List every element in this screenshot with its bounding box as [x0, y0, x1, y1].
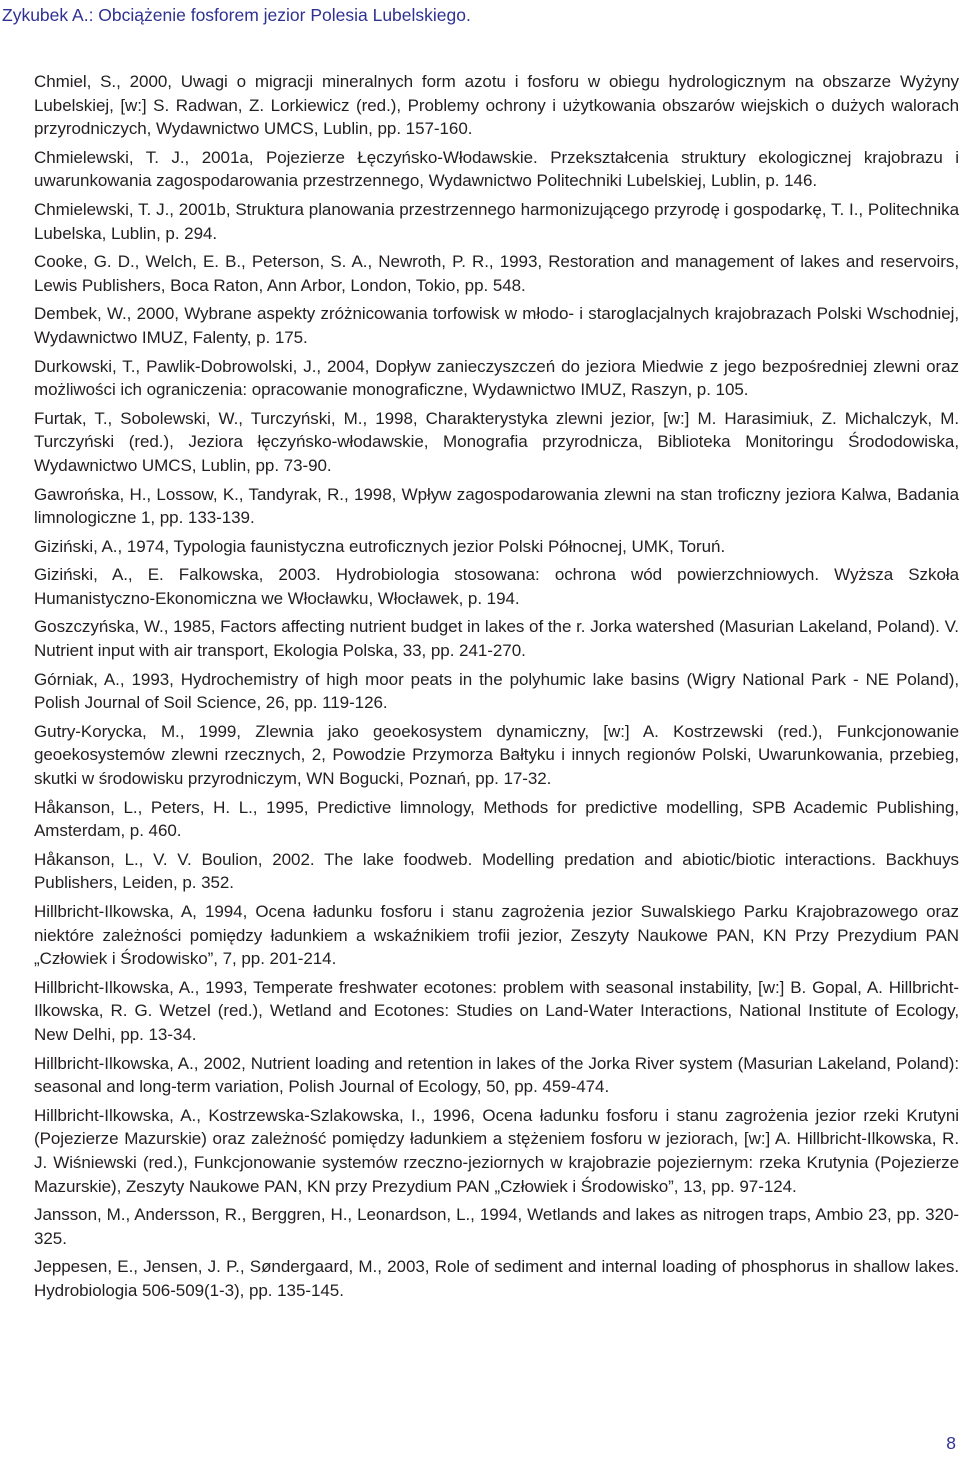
reference-entry: Hillbricht-Ilkowska, A, 1994, Ocena ładunku fosforu i stanu zagrożenia jezior Suwalskiego Parku Krajobrazowego oraz niektóre zależności pomiędzy ładunkiem a wskaźnikiem trofii jezior, Zeszyty Naukowe PAN, KN Przy Prezydium PAN „Człowiek i Środowisko”, 7, pp. 201-214. — [34, 902, 959, 969]
reference-entry: Jeppesen, E., Jensen, J. P., Søndergaard, M., 2003, Role of sediment and internal loading of phosphorus in shallow lakes. Hydrobiologia 506-509(1-3), pp. 135-145. — [34, 1257, 959, 1300]
reference-entry: Goszczyńska, W., 1985, Factors affecting nutrient budget in lakes of the r. Jorka watershed (Masurian Lakeland, Poland). V. Nutrient input with air transport, Ekologia Polska, 33, pp. 241-270. — [34, 617, 959, 661]
reference-entry: Håkanson, L., V. V. Boulion, 2002. The lake foodweb. Modelling predation and abiotic/biotic interactions. Backhuys Publishers, Leiden, p. 352. — [34, 849, 959, 893]
reference-entry: Chmiel, S., 2000, Uwagi o migracji mineralnych form azotu i fosforu w obiegu hydrologicznym na obszarze Wyżyny Lubelskiej, [w:] S. Radwan, Z. Lorkiewicz (red.), Problemy ochrony i użytkowania obszarów wiejskich o dużych walorach przyrodniczych, Wydawnictwo UMCS, Lublin, pp. 157-160. — [34, 72, 959, 139]
reference-entry: Jansson, M., Andersson, R., Berggren, H., Leonardson, L., 1994, Wetlands and lakes as nitrogen traps, Ambio 23, pp. 320-325. — [34, 1205, 959, 1248]
page-number: 8 — [946, 1433, 956, 1453]
reference-entry: Chmielewski, T. J., 2001a, Pojezierze Łęczyńsko-Włodawskie. Przekształcenia struktury ekologicznej krajobrazu i uwarunkowania zagospodarowania przestrzennego, Wydawnictwo Politechniki Lubelskiej, Lublin, p. 146. — [34, 147, 959, 191]
reference-entry: Gutry-Korycka, M., 1999, Zlewnia jako geoekosystem dynamiczny, [w:] A. Kostrzewski (red.), Funkcjonowanie geoekosystemów zlewni rzecznych, 2, Powodzie Przymorza Bałtyku i innych regionów Polski, Uwarunkowania, przebieg, skutki w środowisku przyrodniczym, WN Bogucki, Poznań, pp. 17-32. — [34, 721, 959, 789]
running-header: Zykubek A.: Obciążenie fosforem jezior Polesia Lubelskiego. — [2, 5, 471, 25]
reference-entry: Hillbricht-Ilkowska, A., 1993, Temperate freshwater ecotones: problem with seasonal instability, [w:] B. Gopal, A. Hillbricht-Ilkowska, R. G. Wetzel (red.), Wetland and Ecotones: Studies on Land-Water Interactions, National Institute of Ecology, New Delhi, pp. 13-34. — [34, 977, 959, 1044]
reference-entry: Hillbricht-Ilkowska, A., Kostrzewska-Szlakowska, I., 1996, Ocena ładunku fosforu i stanu zagrożenia jezior rzeki Krutyni (Pojezierze Mazurskie) oraz zależność pomiędzy ładunkiem a stężeniem fosforu w jeziorach, [w:] A. Hillbricht-Ilkowska, R. J. Wiśniewski (red.), Funkcjonowanie systemów rzeczno-jeziornych w krajobrazie pojeziernym: rzeka Krutynia (Pojezierze Mazurskie), Zeszyty Naukowe PAN, KN przy Prezydium PAN „Człowiek i Środowisko”, 13, pp. 97-124. — [34, 1105, 959, 1196]
reference-entry: Giziński, A., 1974, Typologia faunistyczna eutroficznych jezior Polski Północnej, UMK, Toruń. — [34, 536, 726, 556]
reference-list — [34, 70, 959, 1308]
reference-entry: Durkowski, T., Pawlik-Dobrowolski, J., 2004, Dopływ zanieczyszczeń do jeziora Miedwie z jego bezpośredniej zlewni oraz możliwości ich ograniczenia: opracowanie monograficzne, Wydawnictwo IMUZ, Raszyn, p. 105. — [34, 356, 959, 400]
reference-entry: Giziński, A., E. Falkowska, 2003. Hydrobiologia stosowana: ochrona wód powierzchniowych. Wyższa Szkoła Humanistyczno-Ekonomiczna we Włocławku, Włocławek, p. 194. — [34, 565, 959, 608]
reference-entry: Górniak, A., 1993, Hydrochemistry of high moor peats in the polyhumic lake basins (Wigry National Park - NE Poland), Polish Journal of Soil Science, 26, pp. 119-126. — [34, 669, 959, 713]
reference-entry: Furtak, T., Sobolewski, W., Turczyński, M., 1998, Charakterystyka zlewni jezior, [w:] M. Harasimiuk, Z. Michalczyk, M. Turczyński (red.), Jeziora łęczyńsko-włodawskie, Monografia przyrodnicza, Biblioteka Monitoringu Środodowiska, Wydawnictwo UMCS, Lublin, pp. 73-90. — [34, 408, 959, 475]
reference-entry: Gawrońska, H., Lossow, K., Tandyrak, R., 1998, Wpływ zagospodarowania zlewni na stan troficzny jeziora Kalwa, Badania limnologiczne 1, pp. 133-139. — [34, 484, 959, 528]
reference-entry: Hillbricht-Ilkowska, A., 2002, Nutrient loading and retention in lakes of the Jorka River system (Masurian Lakeland, Poland): seasonal and long-term variation, Polish Journal of Ecology, 50, pp. 459-474. — [34, 1053, 959, 1097]
reference-entry: Dembek, W., 2000, Wybrane aspekty zróżnicowania torfowisk w młodo- i staroglacjalnych krajobrazach Polski Wschodniej, Wydawnictwo IMUZ, Falenty, p. 175. — [34, 304, 959, 347]
reference-entry: Håkanson, L., Peters, H. L., 1995, Predictive limnology, Methods for predictive modelling, SPB Academic Publishing, Amsterdam, p. 460. — [34, 797, 959, 841]
reference-entry: Chmielewski, T. J., 2001b, Struktura planowania przestrzennego harmonizującego przyrodę i gospodarkę, T. I., Politechnika Lubelska, Lublin, p. 294. — [34, 199, 959, 243]
reference-entry: Cooke, G. D., Welch, E. B., Peterson, S. A., Newroth, P. R., 1993, Restoration and management of lakes and reservoirs, Lewis Publishers, Boca Raton, Ann Arbor, London, Tokio, pp. 548. — [34, 252, 959, 295]
